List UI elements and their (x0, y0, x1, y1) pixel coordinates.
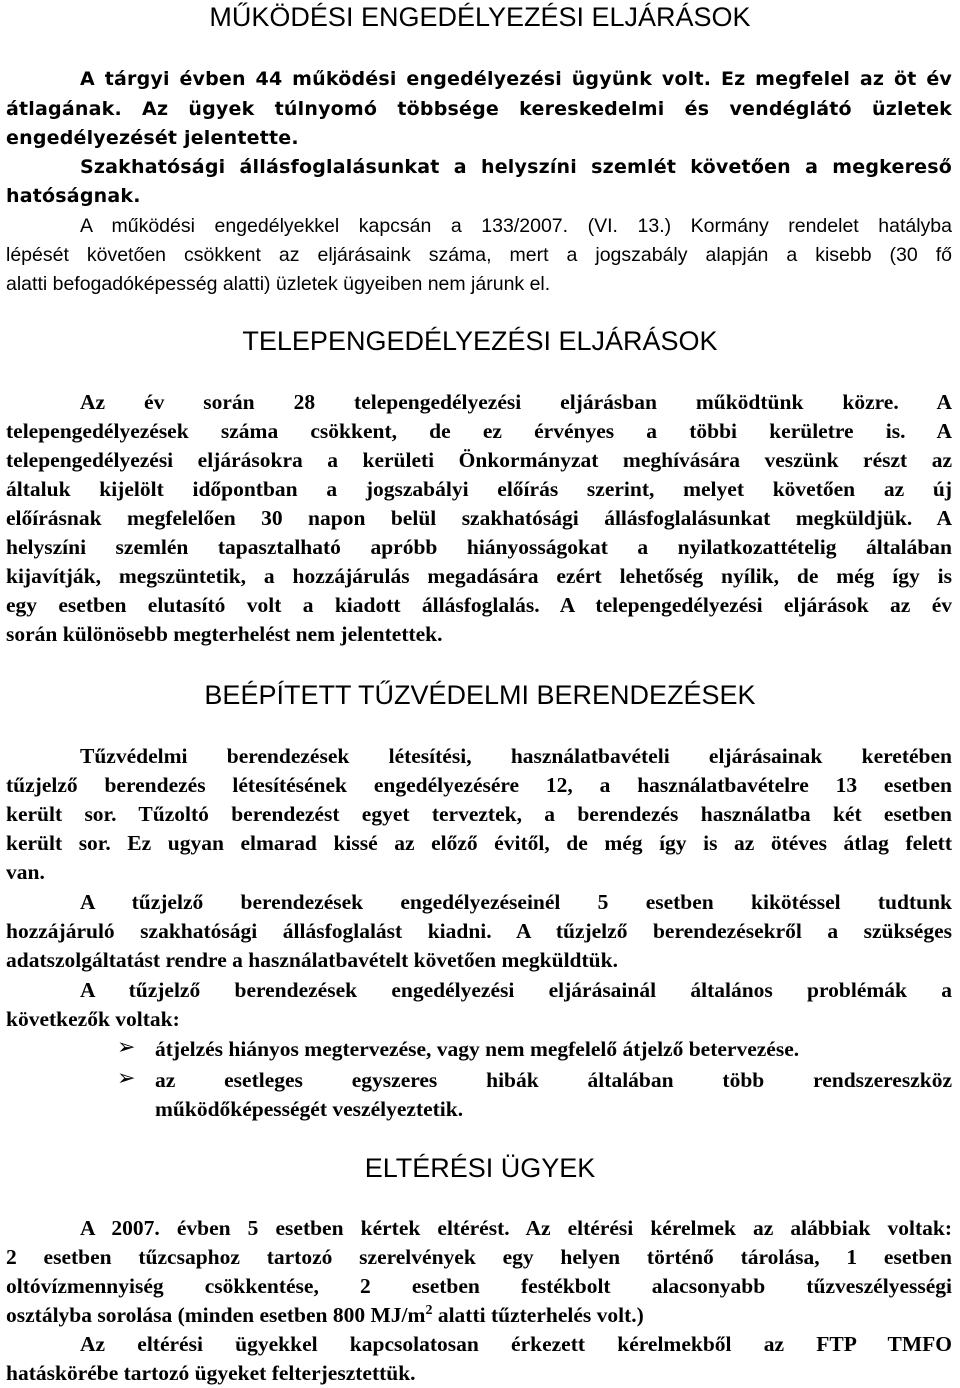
paragraph-line: A tűzjelző berendezések engedélyezéseinél 5 esetben kikötéssel tudtunk (80, 890, 952, 914)
paragraph-line: adatszolgáltatást rendre a használatbavételt követően megküldtük. (6, 948, 618, 972)
paragraph-line: telepengedélyezések száma csökkent, de ez érvényes a többi kerületre is. A (6, 419, 952, 443)
paragraph-line: előírásnak megfelelően 30 napon belül szakhatósági állásfoglalásunkat megküldjük. A (6, 506, 952, 530)
paragraph-line: A tűzjelző berendezések engedélyezési eljárásainál általános problémák a (80, 978, 952, 1002)
arrow-bullet-icon: ➢ (117, 1035, 136, 1060)
section-title-telepengedelyezesi: TELEPENGEDÉLYEZÉSI ELJÁRÁSOK (242, 326, 718, 356)
paragraph-line: Az eltérési ügyekkel kapcsolatosan érkezett kérelmekből az FTP TMFO (80, 1332, 952, 1356)
paragraph-line: hozzájáruló szakhatósági állásfoglalást kiadni. A tűzjelző berendezésekről a szükséges (6, 919, 952, 943)
paragraph-line: következők voltak: (6, 1007, 180, 1031)
paragraph-line: A működési engedélyekkel kapcsán a 133/2007. (VI. 13.) Kormány rendelet hatályba (80, 215, 952, 237)
paragraph-line: alatti befogadóképesség alatti) üzletek ügyeiben nem járunk el. (6, 273, 551, 295)
paragraph-line: egy esetben elutasító volt a kiadott állásfoglalás. A telepengedélyezési eljárások az év (6, 593, 952, 617)
section-title-elteresi: ELTÉRÉSI ÜGYEK (364, 1153, 596, 1183)
bullet-item: átjelzés hiányos megtervezése, vagy nem megfelelő átjelző betervezése. (155, 1037, 800, 1061)
superscript-line-start: osztályba sorolása (minden esetben 800 MJ/m (6, 1303, 426, 1327)
paragraph-line: hatóságnak. (6, 185, 141, 207)
paragraph-line: általuk kijelölt időpontban a jogszabályi előírás szerint, melyet követően az új (6, 477, 952, 501)
paragraph-line: telepengedélyezési eljárásokra a kerületi Önkormányzat meghívására veszünk részt az (6, 448, 952, 472)
paragraph-line: Szakhatósági állásfoglalásunkat a helyszíni szemlét követően a megkereső (80, 156, 952, 178)
paragraph-line: Tűzvédelmi berendezések létesítési, használatbavételi eljárásainak keretében (80, 744, 952, 768)
superscript-line-end: alatti tűzterhelés volt.) (432, 1303, 644, 1327)
paragraph-line: helyszíni szemlén tapasztalható apróbb hiányosságokat a nyilatkozattételig általában (6, 535, 952, 559)
section-title-mukodesi: MŰKÖDÉSI ENGEDÉLYEZÉSI ELJÁRÁSOK (209, 2, 751, 32)
paragraph-line: A 2007. évben 5 esetben kértek eltérést. Az eltérési kérelmek az alábbiak voltak: (80, 1216, 952, 1240)
paragraph-line: A tárgyi évben 44 működési engedélyezési ügyünk volt. Ez megfelel az öt év (80, 68, 952, 90)
bullet-item: az esetleges egyszeres hibák általában több rendszereszköz (155, 1068, 952, 1092)
section-title-tuzvedelmi: BEÉPÍTETT TŰZVÉDELMI BERENDEZÉSEK (204, 680, 756, 710)
paragraph-line-with-superscript (6, 1303, 644, 1328)
paragraph-line: tűzjelző berendezés létesítésének engedélyezésére 12, a használatbavételre 13 esetben (6, 773, 952, 797)
paragraph-line: kijavítják, megszüntetik, a hozzájárulás megadására ezért lehetőség nyílik, de még így is (6, 564, 952, 588)
paragraph-line: került sor. Tűzoltó berendezést egyet terveztek, a berendezés használatba két esetben (6, 802, 952, 826)
paragraph-line: hatáskörébe tartozó ügyeket felterjesztettük. (6, 1361, 416, 1385)
paragraph-line: során különösebb megterhelést nem jelentettek. (6, 622, 443, 646)
paragraph-line: engedélyezését jelentette. (6, 127, 299, 149)
paragraph-line: Az év során 28 telepengedélyezési eljárásban működtünk közre. A (80, 390, 952, 414)
paragraph-line: került sor. Ez ugyan elmarad kissé az előző évitől, de még így is az ötéves átlag felett (6, 831, 952, 855)
paragraph-line: 2 esetben tűzcsaphoz tartozó szerelvények egy helyen történő tárolása, 1 esetben (6, 1245, 952, 1269)
paragraph-line: átlagának. Az ügyek túlnyomó többsége kereskedelmi és vendéglátó üzletek (6, 98, 952, 120)
unit-superscript: 2 (425, 1302, 433, 1318)
paragraph-line: van. (6, 860, 45, 884)
paragraph-line: lépését követően csökkent az eljárásaink száma, mert a jogszabály alapján a kisebb (30 fő (6, 244, 952, 266)
arrow-bullet-icon: ➢ (117, 1066, 136, 1091)
paragraph-line: oltóvízmennyiség csökkentése, 2 esetben festékbolt alacsonyabb tűzveszélyességi (6, 1274, 952, 1298)
bullet-item-continuation: működőképességét veszélyeztetik. (155, 1097, 464, 1121)
